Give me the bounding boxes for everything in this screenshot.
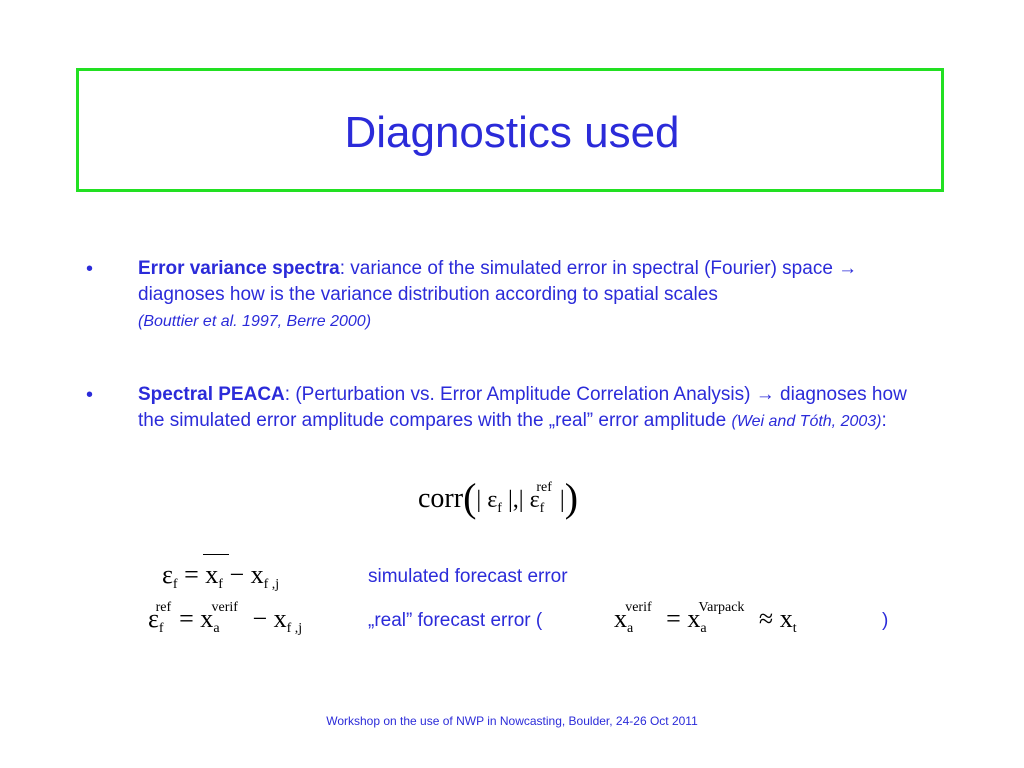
bullet-error-variance-spectra <box>138 256 938 335</box>
bullet-spectral-peaca <box>138 382 938 435</box>
bullet-text: diagnoses how the simulated error amplitude compares with the „real” error amplitude <box>138 384 907 431</box>
real-error-formula: $\varepsilon_f^{ref} = x_a^{verif} - x_{f ,j}$ <box>148 600 303 636</box>
corr-label: corr <box>418 483 464 514</box>
arrow-icon: → <box>755 384 775 405</box>
bullet-text: diagnoses how is the variance distribution according to spatial scales <box>138 284 718 305</box>
real-error-label: „real” forecast error ( <box>368 610 543 631</box>
bullet-marker-1: • <box>86 258 94 280</box>
bullet-term: Error variance spectra <box>138 258 340 279</box>
corr-formula: corr(| $\varepsilon_f$ |,| $\varepsilon_f^{ref}$ |) <box>418 475 579 520</box>
bullet-text: : (Perturbation vs. Error Amplitude Correlation Analysis) <box>284 384 756 405</box>
sim-error-label: simulated forecast error <box>368 566 568 587</box>
analysis-approx-formula: $x_a^{verif} = x_a^{Varpack} \approx x_t$ <box>614 600 797 636</box>
slide-title: Diagnostics used <box>344 108 680 157</box>
real-error-close: ) <box>882 610 889 631</box>
sim-error-formula: $\varepsilon_f$ = $x_f - x_{f ,j}$ <box>162 560 279 593</box>
slide-footer: Workshop on the use of NWP in Nowcasting, Boulder, 24-26 Oct 2011 <box>326 714 698 728</box>
bullet-text: : <box>881 410 887 431</box>
citation: (Bouttier et al. 1997, Berre 2000) <box>138 313 372 330</box>
bullet-text: : variance of the simulated error in spectral (Fourier) space <box>339 258 839 279</box>
arrow-icon: → <box>838 258 858 279</box>
bullet-marker-2: • <box>86 384 94 406</box>
citation: (Wei and Tóth, 2003) <box>731 413 882 430</box>
bullet-term: Spectral PEACA <box>138 384 285 405</box>
